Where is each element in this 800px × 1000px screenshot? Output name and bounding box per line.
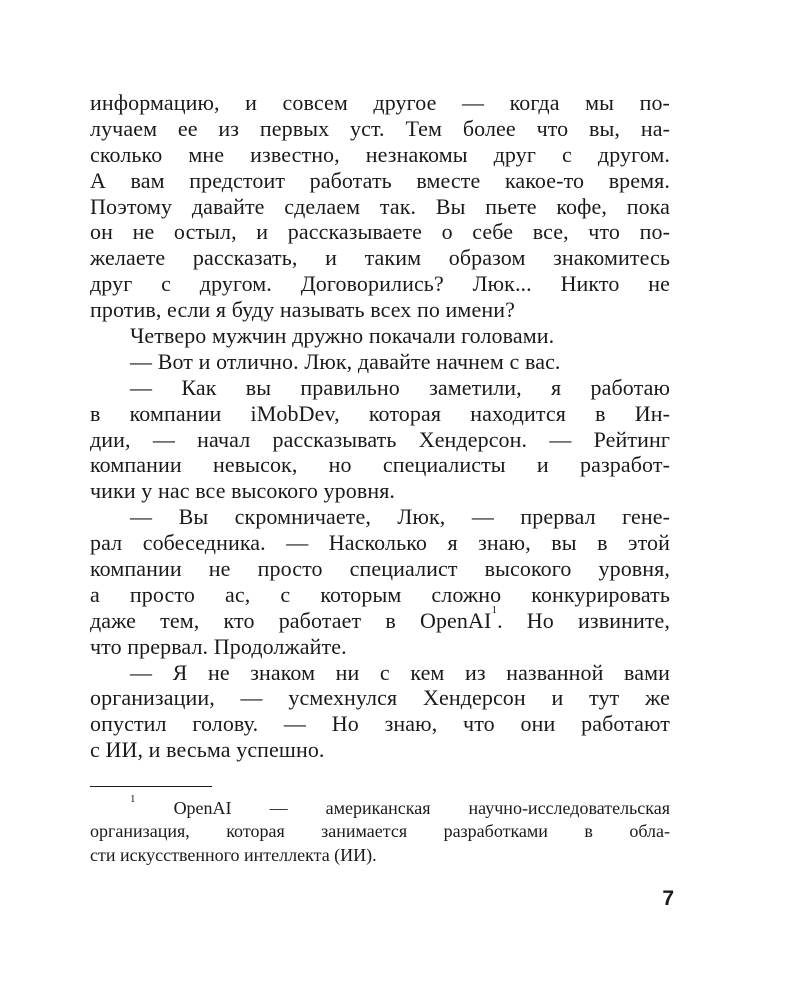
- text-line: против, если я буду называть всех по имени?: [90, 297, 515, 323]
- text-line: сколько мне известно, незнакомы друг с другом.: [90, 141, 670, 167]
- text-line: Поэтому давайте сделаем так. Вы пьете кофе, пока: [90, 193, 670, 219]
- footnote-line: [90, 793, 671, 820]
- text-line: что прервал. Продолжайте.: [90, 633, 347, 659]
- text-line: — Вот и отлично. Люк, давайте начнем с вас.: [130, 348, 561, 374]
- text-line: дии, — начал рассказывать Хендерсон. — Рейтинг: [90, 426, 670, 452]
- text-line: рал собеседника. — Насколько я знаю, вы в этой: [90, 530, 670, 556]
- footnote-divider: [90, 786, 212, 787]
- text-line: с ИИ, и весьма успешно.: [90, 737, 325, 763]
- footnote-reference[interactable]: 1: [491, 603, 498, 616]
- text-line: — Я не знаком ни с кем из названной вами: [130, 659, 670, 685]
- main-text: [90, 90, 670, 763]
- text-line: чики у нас все высокого уровня.: [90, 478, 396, 504]
- text-line: информацию, и совсем другое — когда мы по-: [90, 90, 670, 115]
- text-line: компании невысок, но специалисты и разработ-: [90, 452, 670, 478]
- footnote-text: OpenAI — американская научно-исследовательская: [173, 798, 671, 818]
- text-line: опустил голову. — Но знаю, что они работают: [90, 711, 670, 737]
- footnote-line: сти искусственного интеллекта (ИИ).: [90, 844, 377, 865]
- text-line: организации, — усмехнулся Хендерсон и тут же: [90, 685, 670, 711]
- text-line: а просто ас, с которым сложно конкурировать: [90, 581, 670, 607]
- text-segment: даже тем, кто работает в OpenAI: [90, 607, 492, 633]
- text-line: — Как вы правильно заметили, я работаю: [130, 374, 670, 400]
- text-line: Четверо мужчин дружно покачали головами.: [130, 323, 555, 349]
- text-segment: . Но извините,: [497, 607, 670, 633]
- footnote-mark: 1: [130, 793, 136, 805]
- text-line: компании не просто специалист высокого уровня,: [90, 556, 670, 582]
- text-line: — Вы скромничаете, Люк, — прервал гене-: [130, 504, 670, 530]
- footnote-line: организация, которая занимается разработками в обла-: [90, 821, 670, 842]
- footnote: [90, 793, 671, 867]
- text-line: друг с другом. Договорились? Люк... Никто не: [90, 271, 670, 297]
- text-line: он не остыл, и рассказываете о себе все, что по-: [90, 219, 670, 245]
- text-line: лучаем ее из первых уст. Тем более что вы, на-: [90, 115, 670, 141]
- text-line: А вам предстоит работать вместе какое-то время.: [90, 167, 670, 193]
- text-line: в компании iMobDev, которая находится в Ин-: [90, 400, 670, 426]
- text-line: желаете рассказать, и таким образом знакомитесь: [90, 245, 670, 271]
- page-number: 7: [662, 887, 674, 910]
- text-line-with-footnote-ref: [90, 603, 670, 634]
